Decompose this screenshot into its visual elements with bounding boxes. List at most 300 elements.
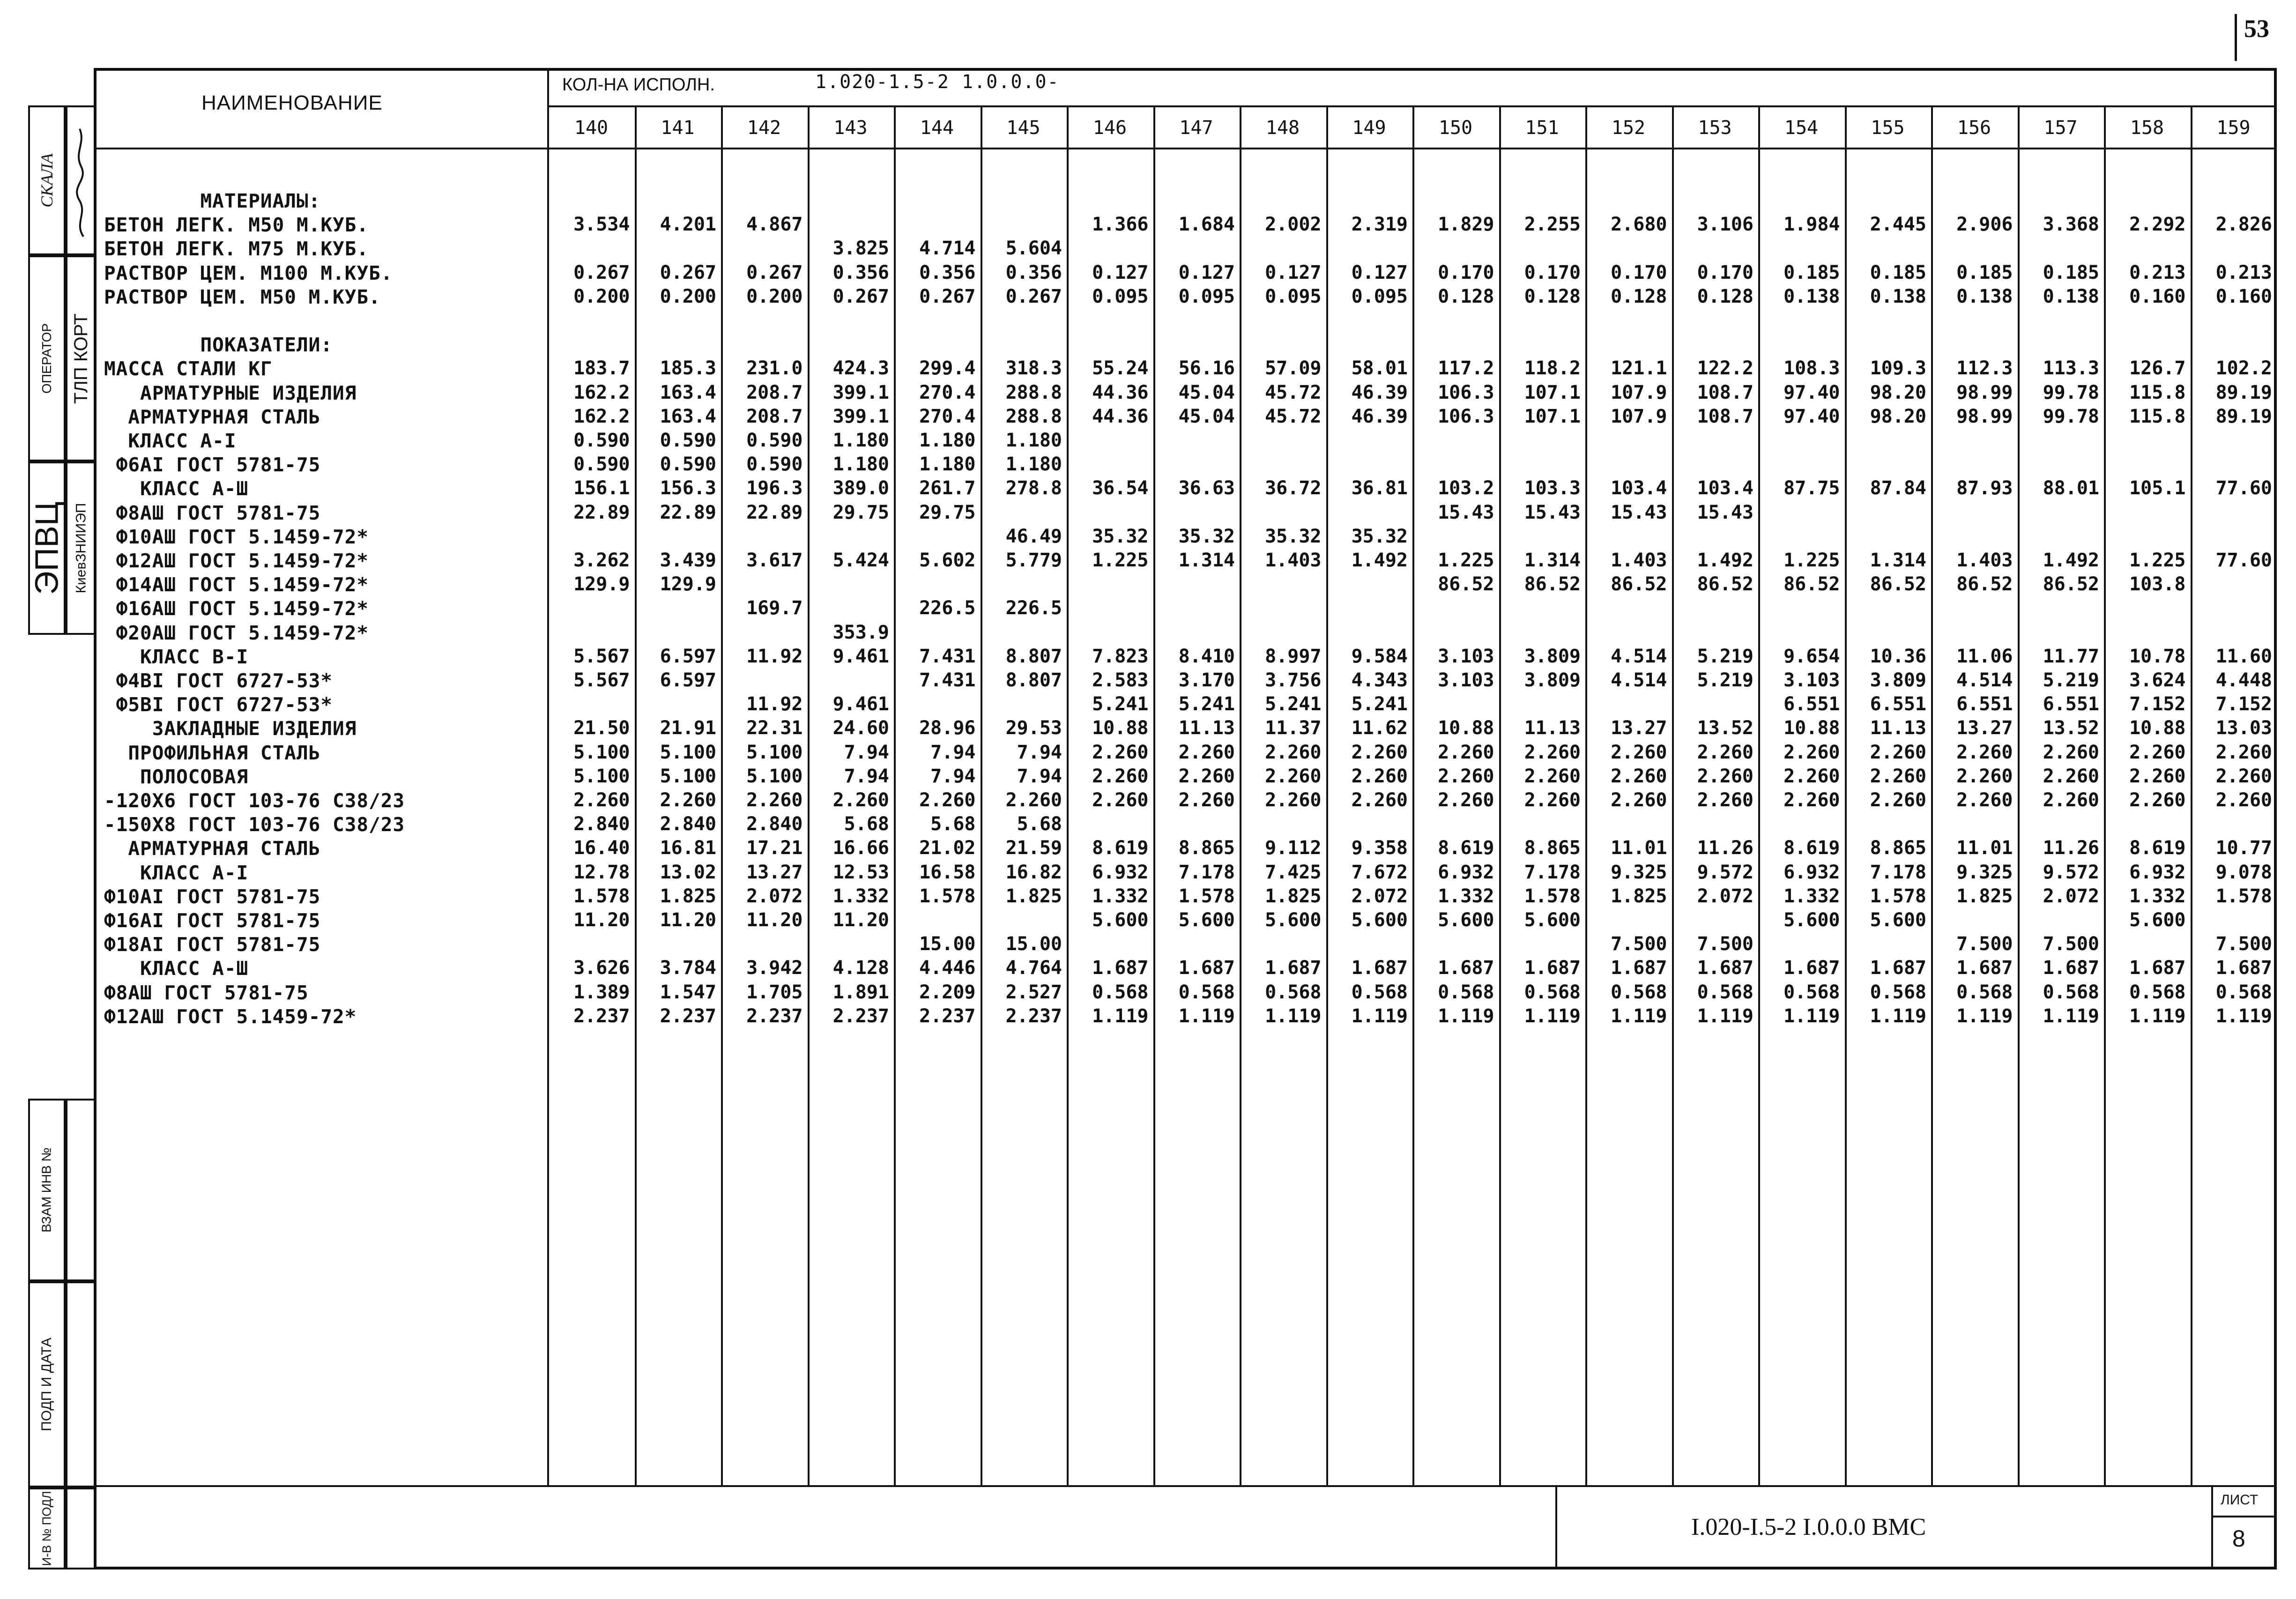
table-cell: 0.185 [1783, 261, 1840, 283]
table-cell: 77.60 [2215, 550, 2272, 571]
table-cell: 13.27 [746, 861, 803, 883]
table-cell: 0.170 [1438, 261, 1494, 283]
table-cell: 1.578 [1870, 885, 1926, 907]
row-label: ПРОФИЛЬНАЯ СТАЛЬ [104, 741, 321, 764]
table-cell: 5.424 [832, 550, 889, 571]
table-cell: 11.13 [1178, 717, 1235, 739]
table-cell: 270.4 [919, 381, 976, 403]
table-cell: 1.119 [1956, 1005, 2013, 1027]
table-cell: 1.578 [573, 885, 630, 907]
table-cell: 15.00 [1005, 933, 1062, 955]
table-cell: 107.1 [1524, 405, 1581, 427]
inv-value-box [66, 1487, 97, 1569]
table-cell: 0.170 [1524, 261, 1581, 283]
row-label: Ф12АШ ГОСТ 5.1459-72* [104, 1005, 357, 1028]
row-label: РАСТВОР ЦЕМ. М50 М.КУБ. [104, 285, 381, 308]
org-label: КиевЗНИИЭП [73, 503, 89, 594]
table-cell: 10.78 [2129, 645, 2186, 667]
table-cell: 0.568 [1351, 981, 1408, 1003]
tlp-label: ТЛП КОРТ [70, 313, 91, 404]
table-cell: 11.77 [2043, 645, 2099, 667]
table-cell: 5.567 [573, 645, 630, 667]
table-cell: 7.431 [919, 669, 976, 691]
row-label: КЛАСС В-I [104, 645, 249, 668]
table-cell: 2.260 [1178, 789, 1235, 811]
table-cell: 107.9 [1611, 405, 1667, 427]
table-cell: 2.260 [1611, 741, 1667, 763]
table-cell: 7.178 [1178, 861, 1235, 883]
table-cell: 89.19 [2215, 381, 2272, 403]
table-cell: 77.60 [2215, 477, 2272, 499]
table-cell: 17.21 [746, 837, 803, 859]
table-cell: 86.52 [1611, 573, 1667, 595]
table-cell: 13.03 [2215, 717, 2272, 739]
table-cell: 2.072 [2043, 885, 2099, 907]
table-cell: 2.260 [1611, 789, 1667, 811]
table-cell: 1.180 [919, 430, 976, 451]
table-cell: 3.106 [1697, 214, 1754, 236]
column-number: 154 [1784, 117, 1819, 139]
table-cell: 1.687 [1783, 957, 1840, 979]
table-cell: 4.128 [832, 957, 889, 979]
table-cell: 5.100 [573, 741, 630, 763]
table-cell: 0.095 [1351, 285, 1408, 307]
signature-mark [69, 119, 93, 241]
table-cell: 1.119 [1524, 1005, 1581, 1027]
table-cell: 1.332 [832, 885, 889, 907]
table-cell: 1.829 [1438, 214, 1494, 236]
table-cell: 2.260 [1092, 789, 1149, 811]
table-cell: 107.1 [1524, 381, 1581, 403]
table-cell: 2.255 [1524, 214, 1581, 236]
table-cell: 6.597 [660, 645, 716, 667]
table-cell: 0.138 [1783, 285, 1840, 307]
column-number: 144 [920, 117, 954, 139]
column-number: 156 [1957, 117, 1991, 139]
table-cell: 5.600 [1092, 909, 1149, 931]
table-cell: 2.260 [2043, 765, 2099, 787]
table-cell: 2.237 [660, 1005, 716, 1027]
table-cell: 0.267 [919, 285, 976, 307]
table-cell: 0.213 [2129, 261, 2186, 283]
table-cell: 162.2 [573, 405, 630, 427]
column-number: 152 [1611, 117, 1646, 139]
table-cell: 7.178 [1870, 861, 1926, 883]
vzam-label: ВЗАМ ИНВ № [39, 1147, 54, 1233]
row-label: Ф10АШ ГОСТ 5.1459-72* [104, 525, 369, 548]
table-cell: 10.77 [2215, 837, 2272, 859]
table-cell: 5.100 [746, 765, 803, 787]
table-cell: 0.568 [1956, 981, 2013, 1003]
table-cell: 3.262 [573, 550, 630, 571]
table-cell: 1.403 [1265, 550, 1322, 571]
table-cell: 1.687 [2129, 957, 2186, 979]
table-cell: 5.219 [2043, 669, 2099, 691]
tlp-box [66, 255, 97, 461]
table-cell: 22.89 [746, 501, 803, 523]
table-cell: 1.119 [1697, 1005, 1754, 1027]
table-cell: 9.572 [2043, 861, 2099, 883]
table-cell: 2.260 [1524, 765, 1581, 787]
table-cell: 7.94 [930, 765, 976, 787]
table-cell: 15.43 [1611, 501, 1667, 523]
table-cell: 13.02 [660, 861, 716, 883]
table-cell: 1.687 [1265, 957, 1322, 979]
table-cell: 44.36 [1092, 381, 1149, 403]
row-label: КЛАСС А-I [104, 430, 237, 452]
table-cell: 3.534 [573, 214, 630, 236]
table-cell: 3.103 [1783, 669, 1840, 691]
table-cell: 0.170 [1697, 261, 1754, 283]
table-cell: 1.687 [1351, 957, 1408, 979]
table-cell: 0.095 [1265, 285, 1322, 307]
podp-value-box [66, 1281, 97, 1487]
table-cell: 22.89 [660, 501, 716, 523]
table-cell: 4.448 [2215, 669, 2272, 691]
table-cell: 7.500 [2043, 933, 2099, 955]
table-cell: 113.3 [2043, 357, 2099, 379]
table-cell: 103.3 [1524, 477, 1581, 499]
table-cell: 5.241 [1178, 693, 1235, 715]
table-cell: 5.600 [1870, 909, 1926, 931]
table-cell: 16.82 [1005, 861, 1062, 883]
table-cell: 0.568 [2129, 981, 2186, 1003]
table-cell: 8.865 [1178, 837, 1235, 859]
table-cell: 0.127 [1351, 261, 1408, 283]
table-cell: 0.568 [1697, 981, 1754, 1003]
table-cell: 2.072 [746, 885, 803, 907]
column-number: 151 [1525, 117, 1559, 139]
table-cell: 2.840 [660, 813, 716, 835]
table-cell: 3.170 [1178, 669, 1235, 691]
table-cell: 7.425 [1265, 861, 1322, 883]
table-cell: 7.178 [1524, 861, 1581, 883]
table-cell: 11.92 [746, 645, 803, 667]
table-cell: 57.09 [1265, 357, 1322, 379]
table-cell: 108.7 [1697, 405, 1754, 427]
table-cell: 8.865 [1524, 837, 1581, 859]
table-cell: 21.50 [573, 717, 630, 739]
table-cell: 36.54 [1092, 477, 1149, 499]
table-cell: 1.180 [1005, 454, 1062, 476]
row-label: Ф16АШ ГОСТ 5.1459-72* [104, 597, 369, 620]
table-cell: 98.99 [1956, 405, 2013, 427]
table-cell: 103.8 [2129, 573, 2186, 595]
table-cell: 4.514 [1611, 669, 1667, 691]
table-cell: 21.02 [919, 837, 976, 859]
table-cell: 156.3 [660, 477, 716, 499]
table-cell: 46.39 [1351, 381, 1408, 403]
inv-label: И-В № ПОДЛ [39, 1491, 54, 1566]
row-label: Ф8АШ ГОСТ 5781-75 [104, 981, 309, 1004]
table-cell: 1.332 [1783, 885, 1840, 907]
footer-top-line [94, 1485, 2277, 1487]
table-cell: 2.260 [1438, 789, 1494, 811]
table-cell: 2.260 [1697, 789, 1754, 811]
table-cell: 0.267 [1005, 285, 1062, 307]
table-cell: 11.20 [832, 909, 889, 931]
table-cell: 1.687 [2043, 957, 2099, 979]
table-cell: 2.260 [1265, 765, 1322, 787]
operator-box [28, 255, 66, 461]
side-stamp [28, 68, 97, 1569]
table-cell: 2.445 [1870, 214, 1926, 236]
table-cell: 3.809 [1524, 645, 1581, 667]
column-number: 148 [1265, 117, 1300, 139]
table-cell: 163.4 [660, 381, 716, 403]
table-cell: 1.180 [832, 454, 889, 476]
table-cell: 2.237 [832, 1005, 889, 1027]
table-cell: 0.160 [2215, 285, 2272, 307]
table-cell: 7.94 [844, 765, 889, 787]
table-cell: 5.779 [1005, 550, 1062, 571]
table-cell: 2.319 [1351, 214, 1408, 236]
table-cell: 86.52 [1783, 573, 1840, 595]
table-cell: 11.62 [1351, 717, 1408, 739]
table-cell: 3.809 [1524, 669, 1581, 691]
table-cell: 24.60 [832, 717, 889, 739]
table-cell: 10.88 [1092, 717, 1149, 739]
table-cell: 0.128 [1697, 285, 1754, 307]
row-label: МАССА СТАЛИ КГ [104, 357, 273, 380]
column-number: 150 [1438, 117, 1473, 139]
name-column-divider [547, 68, 549, 1485]
table-cell: 5.600 [2129, 909, 2186, 931]
table-cell: 1.314 [1524, 550, 1581, 571]
skala-box [28, 105, 66, 255]
table-cell: 1.825 [1265, 885, 1322, 907]
list-label: ЛИСТ [2221, 1492, 2259, 1508]
row-label: -150Х8 ГОСТ 103-76 С38/23 [104, 813, 405, 836]
table-cell: 6.551 [2043, 693, 2099, 715]
table-cell: 86.52 [2043, 573, 2099, 595]
table-cell: 0.267 [746, 261, 803, 283]
table-cell: 115.8 [2129, 405, 2186, 427]
table-cell: 5.241 [1351, 693, 1408, 715]
vzam-value-box [66, 1099, 97, 1281]
table-cell: 99.78 [2043, 381, 2099, 403]
table-cell: 122.2 [1697, 357, 1754, 379]
table-cell: 2.260 [2215, 765, 2272, 787]
table-cell: 6.932 [2129, 861, 2186, 883]
table-cell: 1.332 [1438, 885, 1494, 907]
row-label: Ф4ВI ГОСТ 6727-53* [104, 669, 333, 692]
table-cell: 0.095 [1092, 285, 1149, 307]
table-cell: 16.40 [573, 837, 630, 859]
table-cell: 0.200 [573, 285, 630, 307]
table-cell: 9.572 [1697, 861, 1754, 883]
table-cell: 0.356 [919, 261, 976, 283]
table-cell: 7.431 [919, 645, 976, 667]
table-cell: 11.92 [746, 693, 803, 715]
row-label: АРМАТУРНАЯ СТАЛЬ [104, 837, 321, 860]
row-label: Ф10АI ГОСТ 5781-75 [104, 885, 321, 908]
table-cell: 11.26 [1697, 837, 1754, 859]
table-cell: 5.241 [1092, 693, 1149, 715]
table-cell: 86.52 [1956, 573, 2013, 595]
table-cell: 0.356 [832, 261, 889, 283]
table-cell: 2.260 [746, 789, 803, 811]
table-cell: 8.619 [1092, 837, 1149, 859]
table-cell: 35.32 [1265, 525, 1322, 547]
table-cell: 29.53 [1005, 717, 1062, 739]
table-cell: 1.180 [1005, 430, 1062, 451]
table-cell: 1.687 [2215, 957, 2272, 979]
table-cell: 108.7 [1697, 381, 1754, 403]
table-cell: 0.138 [1870, 285, 1926, 307]
table-cell: 0.128 [1611, 285, 1667, 307]
table-cell: 1.492 [2043, 550, 2099, 571]
table-cell: 1.119 [1092, 1005, 1149, 1027]
table-cell: 35.32 [1351, 525, 1408, 547]
vzam-box [28, 1099, 66, 1281]
table-cell: 2.260 [660, 789, 716, 811]
table-cell: 2.583 [1092, 669, 1149, 691]
column-number: 141 [661, 117, 695, 139]
table-cell: 13.52 [2043, 717, 2099, 739]
table-cell: 15.43 [1524, 501, 1581, 523]
table-cell: 299.4 [919, 357, 976, 379]
table-cell: 98.20 [1870, 381, 1926, 403]
table-cell: 288.8 [1005, 381, 1062, 403]
table-cell: 5.100 [660, 765, 716, 787]
table-cell: 9.654 [1783, 645, 1840, 667]
table-cell: 2.260 [1870, 789, 1926, 811]
table-cell: 0.185 [1870, 261, 1926, 283]
table-cell: 0.200 [746, 285, 803, 307]
table-cell: 261.7 [919, 477, 976, 499]
table-cell: 9.325 [1611, 861, 1667, 883]
table-cell: 270.4 [919, 405, 976, 427]
column-number: 142 [747, 117, 781, 139]
column-number: 140 [574, 117, 609, 139]
table-cell: 7.94 [1017, 765, 1062, 787]
table-cell: 1.578 [919, 885, 976, 907]
table-cell: 0.568 [1870, 981, 1926, 1003]
table-cell: 0.568 [1265, 981, 1322, 1003]
table-cell: 226.5 [1005, 597, 1062, 619]
table-cell: 5.600 [1783, 909, 1840, 931]
table-cell: 156.1 [573, 477, 630, 499]
table-cell: 7.94 [844, 741, 889, 763]
table-cell: 86.52 [1697, 573, 1754, 595]
table-cell: 0.160 [2129, 285, 2186, 307]
table-cell: 1.687 [1092, 957, 1149, 979]
table-cell: 2.260 [1697, 765, 1754, 787]
table-cell: 6.932 [1783, 861, 1840, 883]
table-cell: 16.66 [832, 837, 889, 859]
row-label: БЕТОН ЛЕГК. М75 М.КУБ. [104, 238, 369, 260]
table-cell: 8.807 [1005, 669, 1062, 691]
table-cell: 28.96 [919, 717, 976, 739]
table-cell: 9.358 [1351, 837, 1408, 859]
table-cell: 8.865 [1870, 837, 1926, 859]
row-label: ПОКАЗАТЕЛИ: [104, 334, 333, 357]
table-cell: 58.01 [1351, 357, 1408, 379]
table-cell: 399.1 [832, 381, 889, 403]
table-cell: 1.314 [1870, 550, 1926, 571]
table-cell: 2.260 [1438, 741, 1494, 763]
table-cell: 55.24 [1092, 357, 1149, 379]
table-cell: 1.119 [1611, 1005, 1667, 1027]
table-cell: 1.825 [1611, 885, 1667, 907]
table-cell: 3.103 [1438, 645, 1494, 667]
table-cell: 288.8 [1005, 405, 1062, 427]
column-number: 146 [1092, 117, 1127, 139]
table-cell: 29.75 [919, 501, 976, 523]
table-cell: 2.260 [2129, 765, 2186, 787]
row-label: КЛАСС А-Ш [104, 477, 249, 500]
table-cell: 2.260 [2129, 789, 2186, 811]
table-cell: 1.687 [1178, 957, 1235, 979]
table-cell: 117.2 [1438, 357, 1494, 379]
page-number-divider [2235, 14, 2237, 61]
table-cell: 16.81 [660, 837, 716, 859]
table-cell: 2.260 [1265, 789, 1322, 811]
table-cell: 0.356 [1005, 261, 1062, 283]
table-cell: 2.260 [1524, 789, 1581, 811]
table-cell: 2.260 [1783, 765, 1840, 787]
row-label: РАСТВОР ЦЕМ. М100 М.КУБ. [104, 261, 393, 284]
table-cell: 183.7 [573, 357, 630, 379]
table-cell: 46.49 [1005, 525, 1062, 547]
table-cell: 86.52 [1438, 573, 1494, 595]
table-cell: 1.389 [573, 981, 630, 1003]
table-cell: 0.267 [573, 261, 630, 283]
table-cell: 0.590 [660, 430, 716, 451]
table-cell: 6.551 [1870, 693, 1926, 715]
table-cell: 9.112 [1265, 837, 1322, 859]
table-cell: 2.260 [1697, 741, 1754, 763]
table-cell: 4.514 [1956, 669, 2013, 691]
list-number: 8 [2232, 1525, 2245, 1552]
column-number: 157 [2043, 117, 2078, 139]
table-cell: 169.7 [746, 597, 803, 619]
table-cell: 0.590 [573, 430, 630, 451]
doc-code: 1.020-1.5-2 1.0.0.0- [815, 71, 1060, 93]
row-label: Ф8АШ ГОСТ 5781-75 [104, 501, 321, 524]
table-cell: 1.119 [1438, 1005, 1494, 1027]
table-cell: 7.152 [2215, 693, 2272, 715]
table-cell: 11.13 [1524, 717, 1581, 739]
table-cell: 9.584 [1351, 645, 1408, 667]
table-cell: 2.260 [1178, 741, 1235, 763]
table-cell: 45.04 [1178, 381, 1235, 403]
row-label: -120Х6 ГОСТ 103-76 С38/23 [104, 789, 405, 812]
table-cell: 226.5 [919, 597, 976, 619]
table-cell: 2.260 [1611, 765, 1667, 787]
table-cell: 208.7 [746, 405, 803, 427]
table-cell: 86.52 [1524, 573, 1581, 595]
table-cell: 7.500 [2215, 933, 2272, 955]
table-cell: 1.825 [1005, 885, 1062, 907]
table-cell: 11.20 [746, 909, 803, 931]
podp-label: ПОДП И ДАТА [39, 1338, 54, 1431]
table-cell: 2.209 [919, 981, 976, 1003]
table-cell: 163.4 [660, 405, 716, 427]
table-cell: 2.260 [832, 789, 889, 811]
table-cell: 1.225 [1783, 550, 1840, 571]
table-cell: 87.84 [1870, 477, 1926, 499]
table-cell: 5.600 [1351, 909, 1408, 931]
table-cell: 36.63 [1178, 477, 1235, 499]
table-cell: 98.20 [1870, 405, 1926, 427]
table-cell: 5.100 [746, 741, 803, 763]
column-number: 153 [1698, 117, 1732, 139]
column-number: 145 [1006, 117, 1040, 139]
table-cell: 2.260 [2043, 789, 2099, 811]
table-cell: 2.260 [1870, 765, 1926, 787]
